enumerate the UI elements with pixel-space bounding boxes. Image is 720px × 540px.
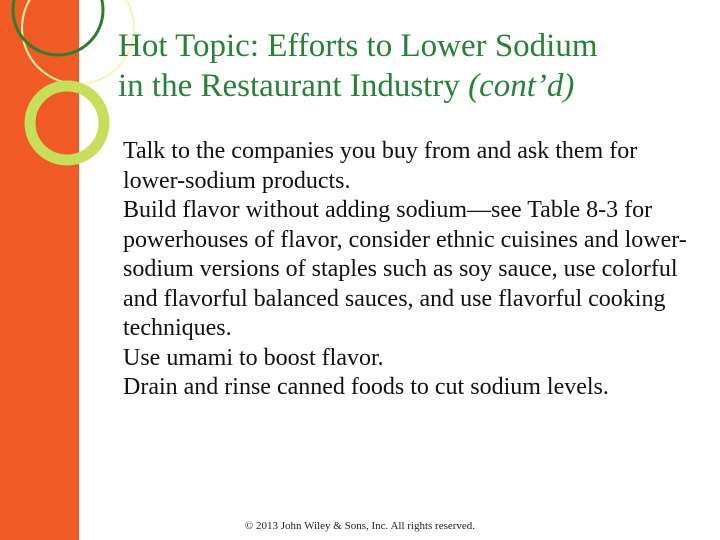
bullet-item-3 — [105, 344, 705, 374]
bullet-item-4 — [105, 373, 705, 403]
title-line-2 — [118, 66, 708, 106]
title-line-1: Hot Topic: Efforts to Lower Sodium — [118, 28, 598, 64]
copyright-footer: © 2013 John Wiley & Sons, Inc. All rights reserved. — [244, 520, 476, 532]
title-cont-label: (cont’d) — [468, 68, 575, 104]
bullet-item-2 — [105, 196, 705, 344]
bullet-text-2: Build flavor without adding sodium—see Table 8-3 for powerhouses of flavor, consider ethnic cuisines and lower-sodium versions of staples such as soy sauce, use colorful and flavorful balanced sauces, and use flavorful cooking techniques. — [123, 197, 687, 341]
bullet-text-1: Talk to the companies you buy from and ask them for lower-sodium products. — [123, 138, 638, 194]
light-green-ring — [30, 86, 104, 160]
bullet-text-4: Drain and rinse canned foods to cut sodium levels. — [123, 374, 609, 400]
slide-title — [118, 26, 708, 106]
bullet-item-1 — [105, 137, 705, 196]
bullet-text-3: Use umami to boost flavor. — [123, 344, 384, 371]
bullet-list — [105, 137, 705, 403]
title-line-2-text: in the Restaurant Industry — [118, 68, 469, 104]
